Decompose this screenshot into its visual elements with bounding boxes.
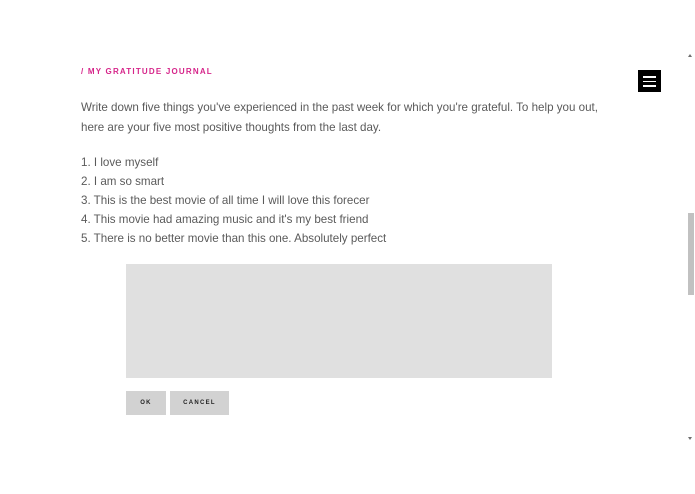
thought-item: 1. I love myself bbox=[81, 156, 159, 169]
cancel-button[interactable]: CANCEL bbox=[170, 391, 229, 415]
journal-entry-textarea[interactable] bbox=[126, 264, 552, 378]
thought-item: 4. This movie had amazing music and it's my best friend bbox=[81, 213, 369, 226]
hamburger-menu-icon-bar bbox=[643, 85, 656, 87]
section-label: / MY GRATITUDE JOURNAL bbox=[81, 67, 213, 76]
scroll-down-arrow-icon[interactable] bbox=[688, 437, 692, 440]
thought-item: 5. There is no better movie than this one. Absolutely perfect bbox=[81, 232, 387, 245]
intro-text: Write down five things you've experienced in the past week for which you're grateful. To help you out, here are your five most positive thoughts from the last day. bbox=[81, 101, 598, 134]
hamburger-menu-icon-bar bbox=[643, 81, 656, 83]
menu-button[interactable] bbox=[638, 70, 661, 92]
thought-item: 2. I am so smart bbox=[81, 175, 165, 188]
scrollbar-thumb[interactable] bbox=[688, 213, 694, 295]
thought-list bbox=[81, 153, 386, 248]
scroll-up-arrow-icon[interactable] bbox=[688, 54, 692, 57]
ok-button[interactable]: OK bbox=[126, 391, 166, 415]
thought-item: 3. This is the best movie of all time I will love this forecer bbox=[81, 194, 370, 207]
vertical-scrollbar[interactable] bbox=[686, 51, 695, 443]
hamburger-menu-icon bbox=[643, 76, 656, 78]
